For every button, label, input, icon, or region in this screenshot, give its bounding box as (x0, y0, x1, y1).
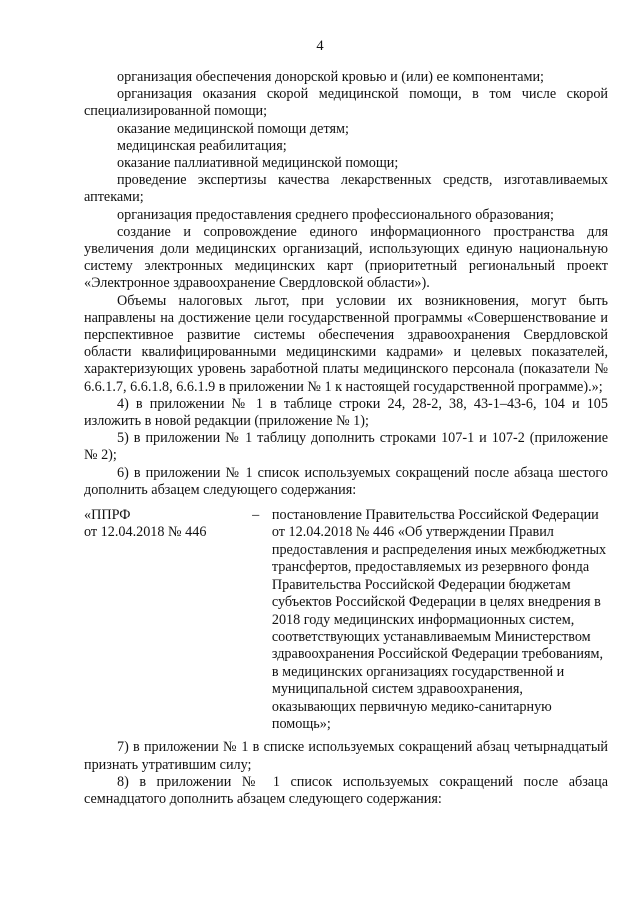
paragraph: 6) в приложении № 1 список используемых сокращений после абзаца шестого дополнить абзацем следующего содержания: (84, 464, 608, 498)
paragraph: проведение экспертизы качества лекарственных средств, изготавливаемых аптеками; (84, 172, 608, 206)
paragraph: 4) в приложении № 1 в таблице строки 24, 28-2, 38, 43-1–43-6, 104 и 105 изложить в новой редакции (приложение № 1); (84, 395, 608, 430)
paragraph: Объемы налоговых льгот, при условии их возникновения, могут быть направлены на достижение цели государственной программы «Совершенствование и перспективное развитие системы обеспечения здравоохранения Свердловской области квалифицированными медицинскими кадрами» и целевых показателей, характеризующих уровень заработной платы медицинского персонала (показатели № 6.6.1.7, 6.6.1.8, 6.6.1.9 в приложении № 1 к настоящей государственной программе).»; (84, 292, 608, 395)
document-body (84, 69, 608, 808)
paragraph: 7) в приложении № 1 в списке используемых сокращений абзац четырнадцатый признать утратившим силу; (84, 739, 608, 773)
paragraph: медицинская реабилитация; (117, 137, 287, 154)
abbreviation-definition (84, 507, 608, 733)
paragraph: 5) в приложении № 1 таблицу дополнить строками 107-1 и 107-2 (приложение № 2); (84, 430, 608, 464)
definition-dash: – (252, 507, 260, 524)
abbreviation-text: постановление Правительства Российской Федерации от 12.04.2018 № 446 «Об утверждении Правил предоставления и распределения иных межбюджетных трансфертов, предоставляемых из резервного фонда Правительства Российской Федерации бюджетам субъектов Российской Федерации в целях внедрения в 2018 году медицинских информационных систем, соответствующих устанавливаемым Министерством здравоохранения Российской Федерации требованиям, в медицинских организациях государственной и муниципальной систем здравоохранения, оказывающих первичную медико-санитарную помощь»; (271, 507, 607, 732)
paragraph: организация оказания скорой медицинской помощи, в том числе скорой специализированной помощи; (84, 86, 608, 120)
paragraph: 8) в приложении № 1 список используемых сокращений после абзаца семнадцатого дополнить абзацем следующего содержания: (84, 773, 608, 807)
abbreviation-term-line: «ППРФ (84, 507, 131, 524)
page-number: 4 (316, 38, 324, 54)
abbreviation-term-line: от 12.04.2018 № 446 (84, 524, 207, 541)
paragraph: оказание медицинской помощи детям; (117, 120, 349, 137)
paragraph: организация предоставления среднего профессионального образования; (117, 206, 554, 223)
paragraph: создание и сопровождение единого информационного пространства для увеличения доли медицинских организаций, использующих единую национальную систему электронных медицинских карт (приоритетный региональный проект «Электронное здравоохранение Свердловской области»). (84, 223, 608, 292)
paragraph: организация обеспечения донорской кровью и (или) ее компонентами; (117, 69, 545, 85)
abbreviation-term (84, 507, 252, 733)
paragraph: оказание паллиативной медицинской помощи; (117, 155, 399, 172)
